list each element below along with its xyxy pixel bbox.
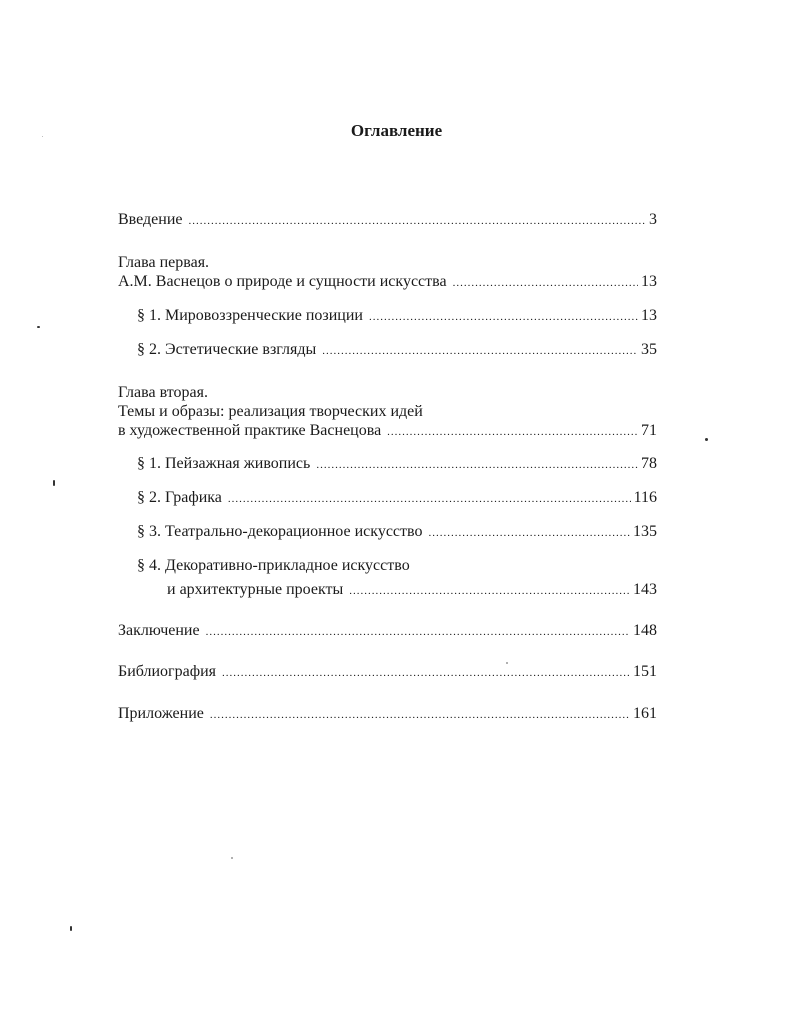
leader-dots	[210, 705, 630, 725]
scan-speck	[231, 857, 233, 859]
toc-label: § 2. Эстетические взгляды	[137, 341, 317, 358]
toc-label: § 1. Мировоззренческие позиции	[137, 307, 363, 324]
toc-entry-section	[167, 580, 657, 601]
page-title: Оглавление	[350, 121, 443, 140]
chapter-heading: Глава вторая.	[118, 384, 208, 401]
leader-dots	[189, 211, 647, 231]
toc-page-number: 135	[633, 523, 657, 540]
scan-speck	[70, 926, 72, 931]
toc-entry-conclusion	[118, 621, 657, 642]
toc-page-number: 116	[633, 489, 657, 506]
toc-label: в художественной практике Васнецова	[118, 422, 382, 439]
toc-entry-section	[137, 340, 657, 361]
toc-page-number: 3	[649, 211, 657, 228]
leader-dots	[322, 341, 638, 361]
toc-entry-bibliography	[118, 662, 657, 683]
toc-label: А.М. Васнецов о природе и сущности искусства	[118, 273, 447, 290]
leader-dots	[428, 523, 630, 543]
toc-label: § 1. Пейзажная живопись	[137, 455, 311, 472]
toc-page-number: 78	[641, 455, 657, 472]
chapter-heading: Глава первая.	[118, 254, 210, 271]
leader-dots	[228, 489, 631, 509]
leader-dots	[222, 663, 630, 683]
chapter-title-line: Темы и образы: реализация творческих идей	[118, 403, 423, 420]
leader-dots	[453, 273, 638, 293]
toc-label: и архитектурные проекты	[167, 581, 344, 598]
scan-speck	[37, 326, 40, 328]
leader-dots	[206, 622, 630, 642]
toc-page-number: 13	[641, 273, 657, 290]
toc-label: Заключение	[118, 622, 200, 639]
leader-dots	[387, 422, 638, 442]
toc-page-number: 151	[633, 663, 657, 680]
scan-speck	[506, 662, 508, 664]
toc-entry-intro	[118, 210, 657, 231]
leader-dots	[369, 307, 638, 327]
toc-page-number: 148	[633, 622, 657, 639]
scan-speck	[705, 438, 708, 441]
toc-entry-section	[137, 488, 657, 509]
scan-speck	[53, 480, 55, 486]
toc-entry-appendix	[118, 704, 657, 725]
toc-label: § 2. Графика	[137, 489, 222, 506]
toc-entry-section	[137, 522, 657, 543]
section-title-line: § 4. Декоративно-прикладное искусство	[137, 557, 410, 574]
toc-page-number: 71	[641, 422, 657, 439]
toc-page-number: 143	[633, 581, 657, 598]
toc-entry-section	[137, 306, 657, 327]
leader-dots	[349, 581, 630, 601]
toc-label: Библиография	[118, 663, 216, 680]
toc-label: Введение	[118, 211, 183, 228]
toc-label: Приложение	[118, 705, 204, 722]
toc-entry-chapter2	[118, 421, 657, 442]
scan-speck	[42, 136, 43, 137]
toc-label: § 3. Театрально-декорационное искусство	[137, 523, 423, 540]
toc-page-number: 35	[641, 341, 657, 358]
toc-page-number: 161	[633, 705, 657, 722]
toc-entry-section	[137, 454, 657, 475]
toc-entry-chapter1	[118, 272, 657, 293]
leader-dots	[316, 455, 638, 475]
toc-page-number: 13	[641, 307, 657, 324]
